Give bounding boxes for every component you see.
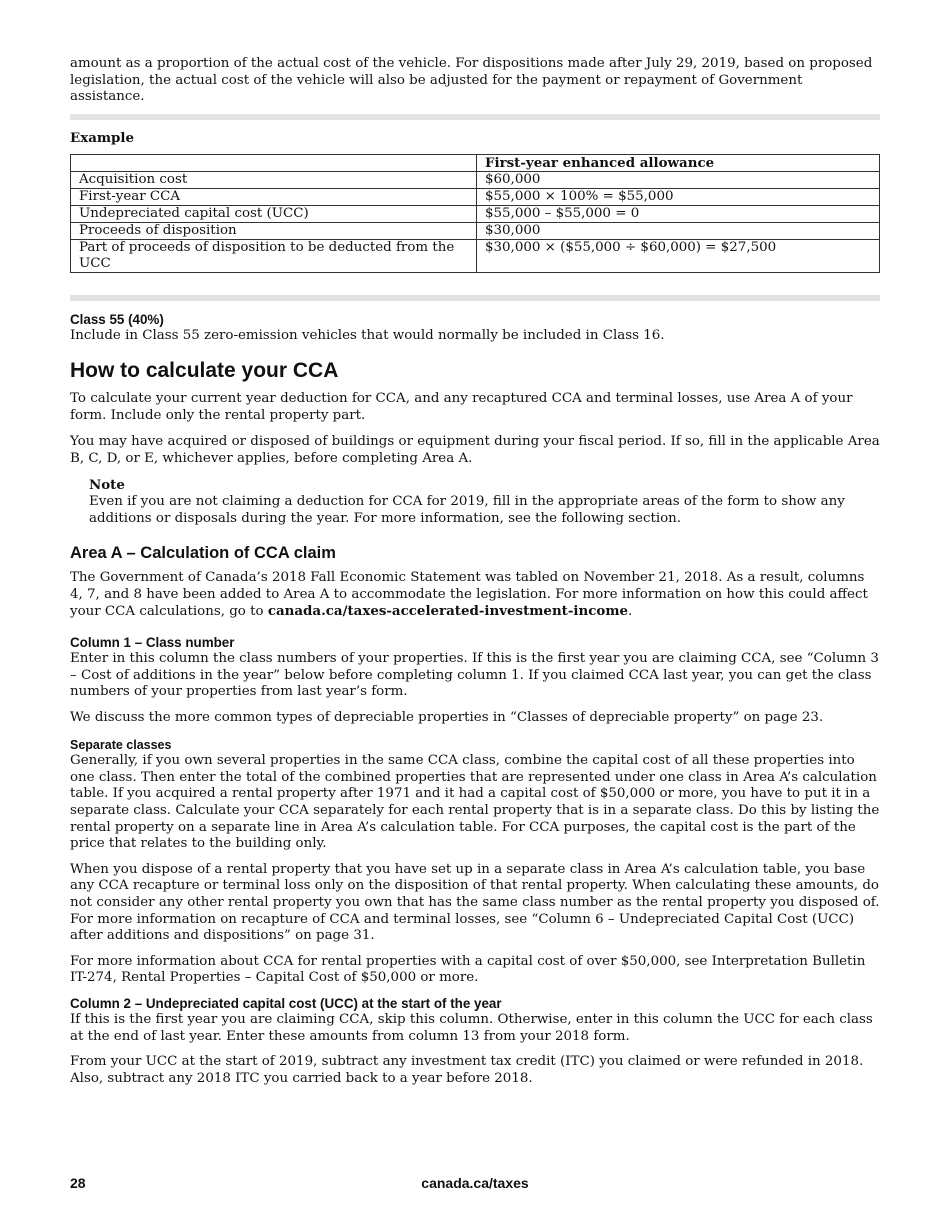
separate-classes-paragraph-1: Generally, if you own several properties in the same CCA class, combine the capital cost of all these properties into one class. Then enter the total of the combined properties that are represented under one class in Area A’s calculation table. If you acquired a rental property after 1971 and it had a capital cost of $50,000 or more, you have to put it in a separate class. Calculate your CCA separately for each rental property that is in a separate class. Do this by listing the rental property on a separate line in Area A’s calculation table. For CCA purposes, the capital cost is the part of the price that relates to the building only. [70,753,880,852]
page-number: 28 [70,1175,86,1191]
how-to-paragraph-2: You may have acquired or disposed of buildings or equipment during your fiscal period. If so, fill in the applicable Area B, C, D, or E, whichever applies, before completing Area A. [70,434,880,466]
row-value: $55,000 – $55,000 = 0 [477,206,880,223]
table-header-row [71,155,880,172]
example-heading: Example [70,129,135,146]
page-content [70,56,880,1087]
area-a-text-end: . [628,604,633,620]
row-value: $30,000 × ($55,000 ÷ $60,000) = $27,500 [477,240,880,273]
row-label: Proceeds of disposition [71,223,477,240]
note-label: Note [89,477,125,494]
area-a-heading: Area A – Calculation of CCA claim [70,544,336,563]
column1-heading: Column 1 – Class number [70,634,235,650]
area-a-paragraph [70,570,880,621]
row-label: Acquisition cost [71,172,477,189]
note-text: Even if you are not claiming a deduction for CCA for 2019, fill in the appropriate areas of the form to show any additions or disposals during the year. For more information, see the following section. [89,493,845,526]
column1-paragraph-2: We discuss the more common types of depreciable properties in “Classes of depreciable property” on page 23. [70,709,824,725]
column2-paragraph-2: From your UCC at the start of 2019, subtract any investment tax credit (ITC) you claimed or were refunded in 2018. Also, subtract any 2018 ITC you carried back to a year before 2018. [70,1054,864,1086]
column2-paragraph-1: If this is the first year you are claiming CCA, skip this column. Otherwise, enter in this column the UCC for each class at the end of last year. Enter these amounts from column 13 from your 2018 form. [70,1012,873,1044]
table-column-header: First-year enhanced allowance [477,155,880,172]
row-label: First-year CCA [71,189,477,206]
section-divider [70,295,880,301]
intro-paragraph: amount as a proportion of the actual cost of the vehicle. For dispositions made after July 29, 2019, based on proposed legislation, the actual cost of the vehicle will also be adjusted for the payment or repayment of Government assistance. [70,56,873,105]
separate-classes-paragraph-3: For more information about CCA for rental properties with a capital cost of over $50,000, see Interpretation Bulletin IT-274, Rental Properties – Capital Cost of $50,000 or more. [70,953,866,986]
how-to-paragraph-1: To calculate your current year deduction for CCA, and any recaptured CCA and terminal losses, use Area A of your form. Include only the rental property part. [70,390,853,423]
column2-heading: Column 2 – Undepreciated capital cost (UCC) at the start of the year [70,996,502,1011]
class55-text: Include in Class 55 zero-emission vehicles that would normally be included in Class 16. [70,328,665,344]
table-row [71,189,880,206]
separate-classes-heading: Separate classes [70,738,172,753]
column1-paragraph-1: Enter in this column the class numbers of your properties. If this is the first year you are claiming CCA, see “Column 3 – Cost of additions in the year” below before completing column 1. If you claimed CCA last year, you can get the class numbers of your properties from last year’s form. [70,650,879,700]
how-to-heading: How to calculate your CCA [70,358,339,382]
row-value: $60,000 [477,172,880,189]
table-row [71,206,880,223]
section-divider [70,114,880,120]
row-value: $30,000 [477,223,880,240]
row-label: Undepreciated capital cost (UCC) [71,206,477,223]
table-header-empty [71,155,477,172]
example-table [70,154,880,273]
row-value: $55,000 × 100% = $55,000 [477,189,880,206]
footer-site-link[interactable]: canada.ca/taxes [421,1175,529,1191]
area-a-text: The Government of Canada’s 2018 Fall Economic Statement was tabled on November 21, 2018. As a result, columns 4, 7, and 8 have been added to Area A to accommodate the legislation. For more information on how this could affect your CCA calculations, go to [70,570,868,620]
note-block [89,477,880,527]
table-row [71,223,880,240]
row-label: Part of proceeds of disposition to be deducted from the UCC [71,240,477,273]
accelerated-investment-link[interactable]: canada.ca/taxes-accelerated-investment-income [267,603,629,620]
class55-heading: Class 55 (40%) [70,312,164,328]
separate-classes-paragraph-2: When you dispose of a rental property that you have set up in a separate class in Area A’s calculation table, you base any CCA recapture or terminal loss only on the disposition of that rental property. When calculating these amounts, do not consider any other rental property you own that has the same class number as the rental property you disposed of. For more information on recapture of CCA and terminal losses, see “Column 6 – Undepreciated Capital Cost (UCC) after additions and dispositions” on page 31. [70,861,880,944]
table-row [71,240,880,273]
table-row [71,172,880,189]
